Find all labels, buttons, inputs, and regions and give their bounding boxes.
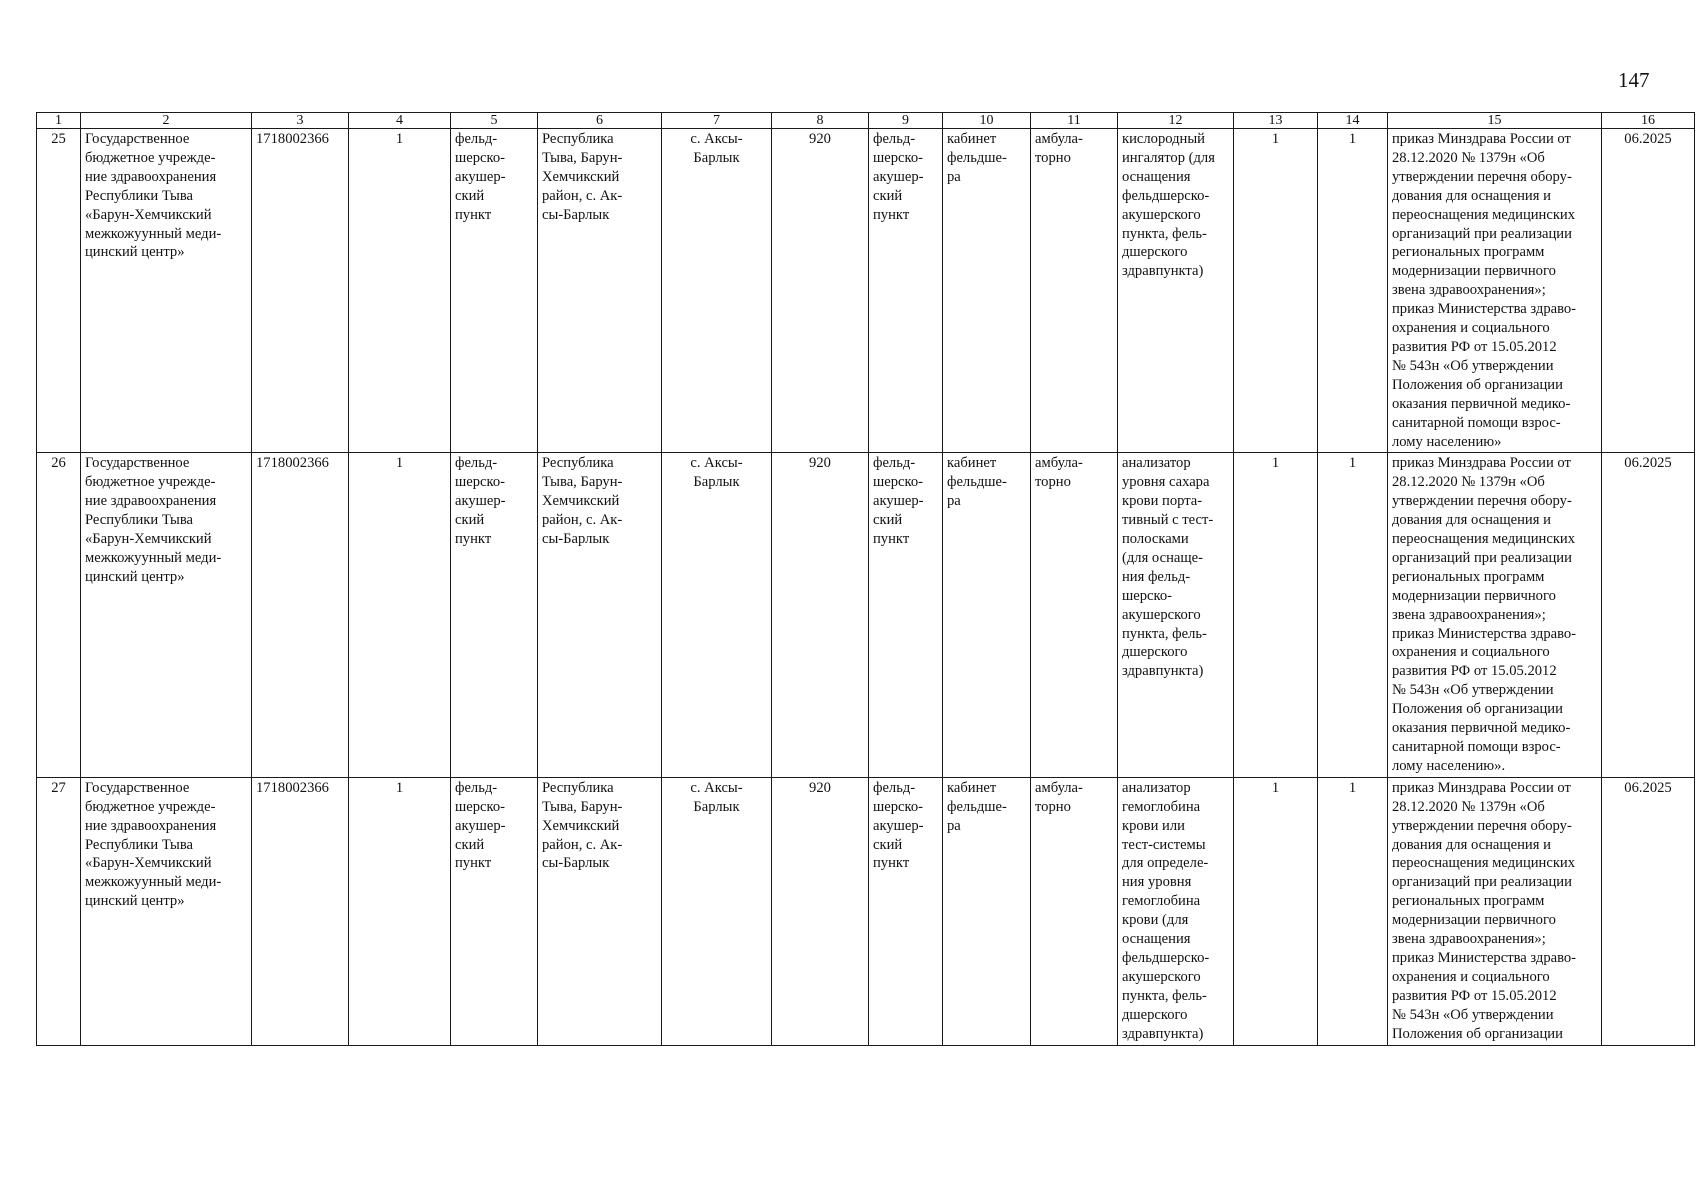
equipment-name: анализатор уровня сахара крови порта- тивный с тест- полосками (для оснаще- ния фельд- шерско- акушерского пункта, фель- дшерского здравпункта) bbox=[1118, 453, 1234, 777]
equipment-name: анализатор гемоглобина крови или тест-системы для определе- ния уровня гемоглобина крови (для оснащения фельдшерско- акушерского пункта, фель- дшерского здравпункта) bbox=[1118, 777, 1234, 1045]
equipment-table bbox=[36, 112, 1695, 1046]
room: кабинет фельдше- ра bbox=[943, 777, 1031, 1045]
column-number: 4 bbox=[349, 113, 451, 129]
table-row bbox=[37, 453, 1695, 777]
equipment-name: кислородный ингалятор (для оснащения фельдшерско- акушерского пункта, фель- дшерского здравпункта) bbox=[1118, 129, 1234, 453]
column-8-value: 920 bbox=[772, 777, 869, 1045]
column-8-value: 920 bbox=[772, 453, 869, 777]
row-number: 27 bbox=[37, 777, 81, 1045]
row-number: 26 bbox=[37, 453, 81, 777]
column-number: 11 bbox=[1031, 113, 1118, 129]
address: Республика Тыва, Барун- Хемчикский район, с. Ак- сы-Барлык bbox=[538, 129, 662, 453]
care-form: амбула- торно bbox=[1031, 777, 1118, 1045]
quantity-13: 1 bbox=[1234, 129, 1318, 453]
deadline-date: 06.2025 bbox=[1602, 453, 1695, 777]
row-number: 25 bbox=[37, 129, 81, 453]
column-4-value: 1 bbox=[349, 453, 451, 777]
deadline-date: 06.2025 bbox=[1602, 129, 1695, 453]
column-number: 12 bbox=[1118, 113, 1234, 129]
unit-type-2: фельд- шерско- акушер- ский пункт bbox=[869, 777, 943, 1045]
unit-type: фельд- шерско- акушер- ский пункт bbox=[451, 453, 538, 777]
organization-name: Государственное бюджетное учрежде- ние здравоохранения Республики Тыва «Барун-Хемчикский межкожуунный меди- цинский центр» bbox=[81, 777, 252, 1045]
table-row bbox=[37, 129, 1695, 453]
deadline-date: 06.2025 bbox=[1602, 777, 1695, 1045]
room: кабинет фельдше- ра bbox=[943, 453, 1031, 777]
unit-type: фельд- шерско- акушер- ский пункт bbox=[451, 129, 538, 453]
column-number: 3 bbox=[252, 113, 349, 129]
locality: с. Аксы- Барлык bbox=[662, 453, 772, 777]
column-4-value: 1 bbox=[349, 777, 451, 1045]
column-number: 14 bbox=[1318, 113, 1388, 129]
column-number: 16 bbox=[1602, 113, 1695, 129]
room: кабинет фельдше- ра bbox=[943, 129, 1031, 453]
column-number: 13 bbox=[1234, 113, 1318, 129]
address: Республика Тыва, Барун- Хемчикский район, с. Ак- сы-Барлык bbox=[538, 453, 662, 777]
column-number: 2 bbox=[81, 113, 252, 129]
page-number: 147 bbox=[1618, 68, 1650, 92]
inn-code: 1718002366 bbox=[252, 129, 349, 453]
unit-type-2: фельд- шерско- акушер- ский пункт bbox=[869, 453, 943, 777]
quantity-13: 1 bbox=[1234, 453, 1318, 777]
legal-basis: приказ Минздрава России от 28.12.2020 № 1379н «Об утверждении перечня обору- дования для оснащения и переоснащения медицинских организаций при реализации региональных программ модернизации первичного звена здравоохранения»; приказ Министерства здраво- охранения и социального развития РФ от 15.05.2012 № 543н «Об утверждении Положения об организации оказания первичной медико- санитарной помощи взрос- лому населению». bbox=[1388, 453, 1602, 777]
column-number: 10 bbox=[943, 113, 1031, 129]
organization-name: Государственное бюджетное учрежде- ние здравоохранения Республики Тыва «Барун-Хемчикский межкожуунный меди- цинский центр» bbox=[81, 129, 252, 453]
legal-basis: приказ Минздрава России от 28.12.2020 № 1379н «Об утверждении перечня обору- дования для оснащения и переоснащения медицинских организаций при реализации региональных программ модернизации первичного звена здравоохранения»; приказ Министерства здраво- охранения и социального развития РФ от 15.05.2012 № 543н «Об утверждении Положения об организации оказания первичной медико- санитарной помощи взрос- лому населению» bbox=[1388, 129, 1602, 453]
unit-type-2: фельд- шерско- акушер- ский пункт bbox=[869, 129, 943, 453]
care-form: амбула- торно bbox=[1031, 453, 1118, 777]
organization-name: Государственное бюджетное учрежде- ние здравоохранения Республики Тыва «Барун-Хемчикский межкожуунный меди- цинский центр» bbox=[81, 453, 252, 777]
column-number-row bbox=[37, 113, 1695, 129]
column-number: 5 bbox=[451, 113, 538, 129]
quantity-14: 1 bbox=[1318, 129, 1388, 453]
column-number: 9 bbox=[869, 113, 943, 129]
locality: с. Аксы- Барлык bbox=[662, 777, 772, 1045]
address: Республика Тыва, Барун- Хемчикский район, с. Ак- сы-Барлык bbox=[538, 777, 662, 1045]
inn-code: 1718002366 bbox=[252, 453, 349, 777]
care-form: амбула- торно bbox=[1031, 129, 1118, 453]
column-number: 1 bbox=[37, 113, 81, 129]
column-4-value: 1 bbox=[349, 129, 451, 453]
quantity-14: 1 bbox=[1318, 453, 1388, 777]
unit-type: фельд- шерско- акушер- ский пункт bbox=[451, 777, 538, 1045]
inn-code: 1718002366 bbox=[252, 777, 349, 1045]
column-number: 8 bbox=[772, 113, 869, 129]
column-number: 6 bbox=[538, 113, 662, 129]
quantity-13: 1 bbox=[1234, 777, 1318, 1045]
quantity-14: 1 bbox=[1318, 777, 1388, 1045]
legal-basis: приказ Минздрава России от 28.12.2020 № 1379н «Об утверждении перечня обору- дования для оснащения и переоснащения медицинских организаций при реализации региональных программ модернизации первичного звена здравоохранения»; приказ Министерства здраво- охранения и социального развития РФ от 15.05.2012 № 543н «Об утверждении Положения об организации bbox=[1388, 777, 1602, 1045]
column-number: 15 bbox=[1388, 113, 1602, 129]
table-row bbox=[37, 777, 1695, 1045]
locality: с. Аксы- Барлык bbox=[662, 129, 772, 453]
column-8-value: 920 bbox=[772, 129, 869, 453]
column-number: 7 bbox=[662, 113, 772, 129]
